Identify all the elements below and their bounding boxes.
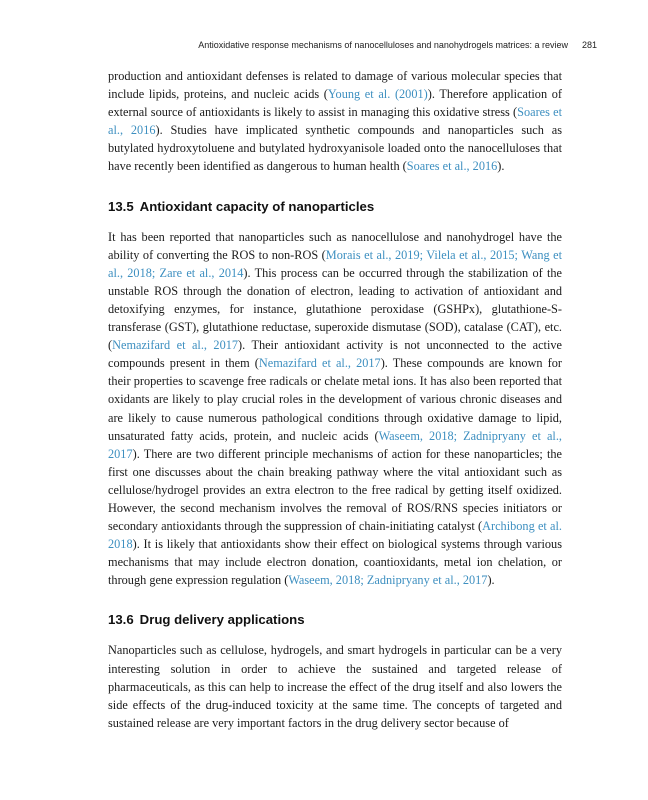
text-run: ). [487, 573, 495, 588]
citation-link[interactable]: Waseem, 2018; Zadnipryany et al., 2017 [288, 573, 488, 588]
section-heading-13-5 [108, 198, 562, 216]
citation-link[interactable]: Nemazifard et al., 2017 [112, 338, 239, 353]
citation-link[interactable]: Morais et al., 2019; Vilela et al., 2015; Wang et al., 2018; Zare et al., 2014 [108, 247, 562, 280]
text-run: It has been reported that nanoparticles such as nanocellulose and nanohydrogel have the ability of converting the ROS to non-ROS ( [108, 229, 562, 262]
body-text [108, 67, 562, 732]
paragraph-antioxidant-capacity [108, 228, 562, 590]
citation-link[interactable]: Young et al. (2001) [327, 87, 428, 102]
paragraph-drug-delivery [108, 641, 562, 731]
text-run: ). Studies have implicated synthetic compounds and nanoparticles such as butylated hydroxytoluene and butylated hydroxyanisole loaded onto the nanocelluloses that have recently been identified as dangerous to human health ( [108, 123, 562, 174]
text-run: ). Their antioxidant activity is not unconnected to the active compounds present in them ( [108, 338, 562, 371]
text-run: ). [497, 159, 505, 174]
page-number: 281 [581, 40, 597, 50]
citation-link[interactable]: Soares et al., 2016 [406, 159, 498, 174]
running-header [198, 40, 597, 50]
citation-link[interactable]: Archibong et al. 2018 [108, 519, 562, 552]
text-run: Nanoparticles such as cellulose, hydrogels, and smart hydrogels in particular can be a very interesting solution in order to achieve the sustained and targeted release of pharmaceuticals, as this can help to increase the effect of the drug itself and also lowers the side effects of the drug-induced toxicity at the same time. The concepts of targeted and sustained release are very important factors in the drug delivery sector because of [108, 643, 562, 730]
citation-link[interactable]: Soares et al., 2016 [108, 105, 563, 138]
section-number: 13.6 [108, 612, 134, 628]
section-title: Drug delivery applications [139, 612, 305, 628]
running-title: Antioxidative response mechanisms of nanocelluloses and nanohydrogels matrices: a review [198, 40, 568, 50]
text-run: ). It is likely that antioxidants show their effect on biological systems through various mechanisms that may include electron donation, coantioxidants, metal ion chelation, or through gene expression regulation ( [108, 537, 562, 588]
text-run: production and antioxidant defenses is related to damage of various molecular species that include lipids, proteins, and nucleic acids ( [108, 69, 562, 102]
section-heading-13-6 [108, 611, 562, 629]
text-run: ). There are two different principle mechanisms of action for these nanoparticles; the first one discusses about the chain breaking pathway where the vital antioxidant such as cellulose/hydrogel provides an extra electron to the free radical by getting itself oxidized. However, the second mechanism involves the removal of ROS/RNS species initiators or secondary antioxidants through the suppression of chain-initiating catalyst ( [108, 446, 562, 534]
paragraph-intro [108, 67, 562, 176]
text-run: ). This process can be occurred through the stabilization of the unstable ROS through the donation of electron, leading to activation of antioxidant and detoxifying enzymes, for instance, glutathione peroxidase (GSHPx), glutathione-S-transferase (GST), glutathione reductase, superoxide dismutase (SOD), catalase (CAT), etc. ( [108, 265, 562, 353]
text-run: ). Therefore application of external source of antioxidants is likely to assist in managing this oxidative stress ( [108, 87, 563, 120]
citation-link[interactable]: Nemazifard et al., 2017 [258, 356, 381, 371]
section-title: Antioxidant capacity of nanoparticles [139, 198, 375, 214]
section-number: 13.5 [108, 198, 134, 214]
citation-link[interactable]: Waseem, 2018; Zadnipryany et al., 2017 [108, 428, 562, 461]
text-run: ). These compounds are known for their properties to scavenge free radicals or chelate metal ions. It has also been reported that oxidants are likely to play crucial roles in the development of various chronic diseases and are likely to cause numerous pathological conditions through oxidative damage to lipid, unsaturated fatty acids, protein, and nucleic acids ( [108, 356, 563, 443]
